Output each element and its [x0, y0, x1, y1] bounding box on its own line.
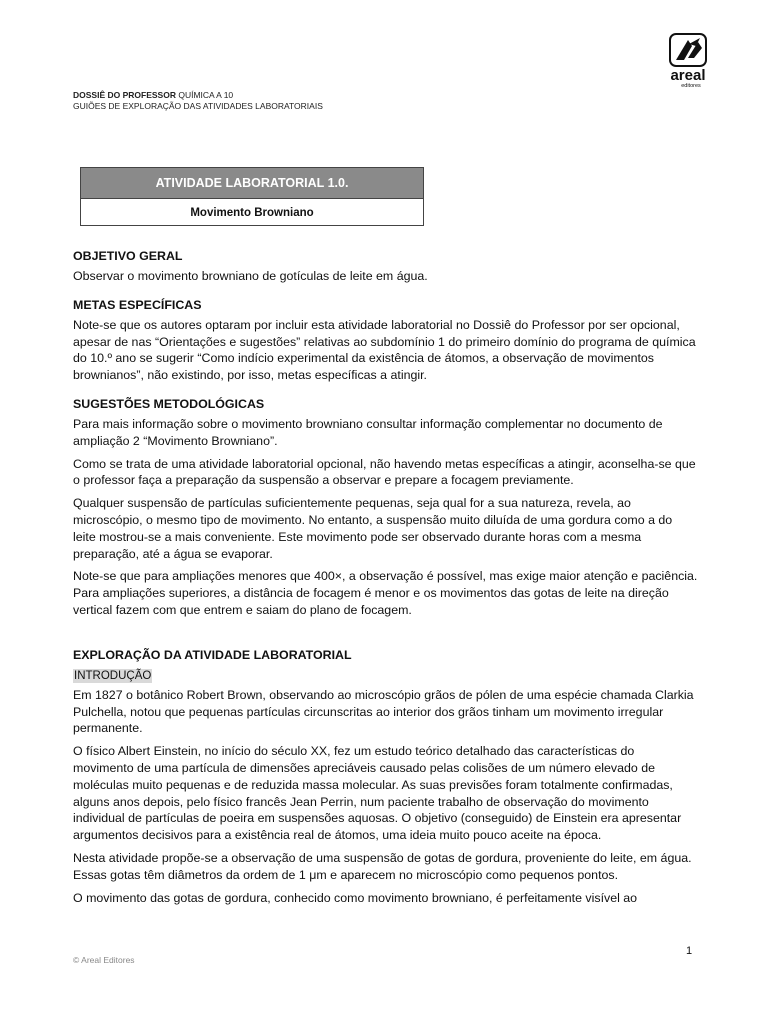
section-sugestoes-metodologicas — [73, 396, 698, 619]
section-objetivo-geral — [73, 248, 698, 285]
section-heading: SUGESTÕES METODOLÓGICAS — [73, 396, 265, 411]
paragraph: O físico Albert Einstein, no início do século XX, fez um estudo teórico detalhado das características do movimento de uma partícula de dimensões apreciáveis causado pelas colisões de um número elevado de moléculas muito pequenas e de reduzida massa molecular. As suas previsões foram totalmente confirmadas, alguns anos depois, pelo físico francês Jean Perrin, num paciente trabalho de observação do movimento individual de partículas de poeira em suspensões aquosas. O objetivo (conseguido) de Einstein era apresentar argumentos decisivos para a existência real de átomos, uma ideia muito pouco aceite na época. — [73, 744, 682, 843]
header-line-2: GUIÕES DE EXPLORAÇÃO DAS ATIVIDADES LABORATORIAIS — [73, 101, 323, 111]
activity-subtitle: Movimento Browniano — [190, 207, 314, 219]
areal-logo-icon — [656, 24, 720, 92]
copyright-footer: © Areal Editores — [73, 955, 135, 965]
document-body — [73, 248, 698, 912]
paragraph: Observar o movimento browniano de gotículas de leite em água. — [73, 269, 428, 283]
page-number: 1 — [686, 945, 693, 957]
section-heading: OBJETIVO GERAL — [73, 249, 183, 263]
header-subject-label: QUÍMICA A 10 — [178, 90, 234, 100]
header-line-1 — [73, 90, 323, 101]
paragraph: Nesta atividade propõe-se a observação de uma suspensão de gotas de gordura, proveniente do leite, em água. Essas gotas têm diâmetros da ordem de 1 μm e aparecem no microscópio como pequenos pontos. — [73, 850, 692, 882]
section-heading: EXPLORAÇÃO DA ATIVIDADE LABORATORIAL — [73, 647, 352, 662]
paragraph: Qualquer suspensão de partículas suficientemente pequenas, seja qual for a sua natureza, revela, ao microscópio, o mesmo tipo de movimento. No entanto, a suspensão muito diluída de uma gordura como a do leite mostrou-se a mais conveniente. Este movimento pode ser observado durante horas com a mesma preparação, até a água se evaporar. — [73, 496, 673, 561]
section-metas-especificas — [73, 297, 698, 384]
logo-wordmark: areal — [670, 67, 706, 84]
logo-subtext: editores — [681, 83, 701, 89]
paragraph: Para mais informação sobre o movimento browniano consultar informação complementar no documento de ampliação 2 “Movimento Browniano”. — [73, 416, 663, 448]
subsection-heading: INTRODUÇÃO — [74, 669, 152, 682]
header-dossie-label: DOSSIÊ DO PROFESSOR — [73, 90, 176, 100]
paragraph: Em 1827 o botânico Robert Brown, observando ao microscópio grãos de pólen de uma espécie chamada Clarkia Pulchella, notou que pequenas partículas circunscritas ao interior dos grãos tinham um movimento irregular permanente. — [73, 687, 694, 736]
section-heading: METAS ESPECÍFICAS — [73, 297, 202, 312]
areal-editores-logo — [656, 24, 720, 92]
section-exploracao — [73, 647, 698, 907]
paragraph: Note-se que para ampliações menores que 400×, a observação é possível, mas exige maior atenção e paciência. Para ampliações superiores, a distância de focagem é menor e os movimentos das gotas de leite na direção vertical fazem com que entrem e saiam do plano de focagem. — [73, 569, 698, 617]
paragraph: Como se trata de uma atividade laboratorial opcional, não havendo metas específicas a atingir, aconselha-se que o professor faça a preparação da suspensão a observar e prepare a focagem previamente. — [73, 456, 696, 488]
document-header — [73, 90, 323, 112]
paragraph: O movimento das gotas de gordura, conhecido como movimento browniano, é perfeitamente visível ao — [73, 890, 638, 905]
activity-title-box — [80, 167, 424, 226]
paragraph: Note-se que os autores optaram por incluir esta atividade laboratorial no Dossiê do Professor por ser opcional, apesar de nas “Orientações e sugestões” relativas ao subdomínio 1 do primeiro domínio do programa de química do 10.º ano se sugerir “Como indício experimental da existência de átomos, a observação de movimentos brownianos”, não existindo, por isso, metas específicas a atingir. — [73, 317, 696, 383]
activity-title: ATIVIDADE LABORATORIAL 1.0. — [81, 168, 423, 199]
